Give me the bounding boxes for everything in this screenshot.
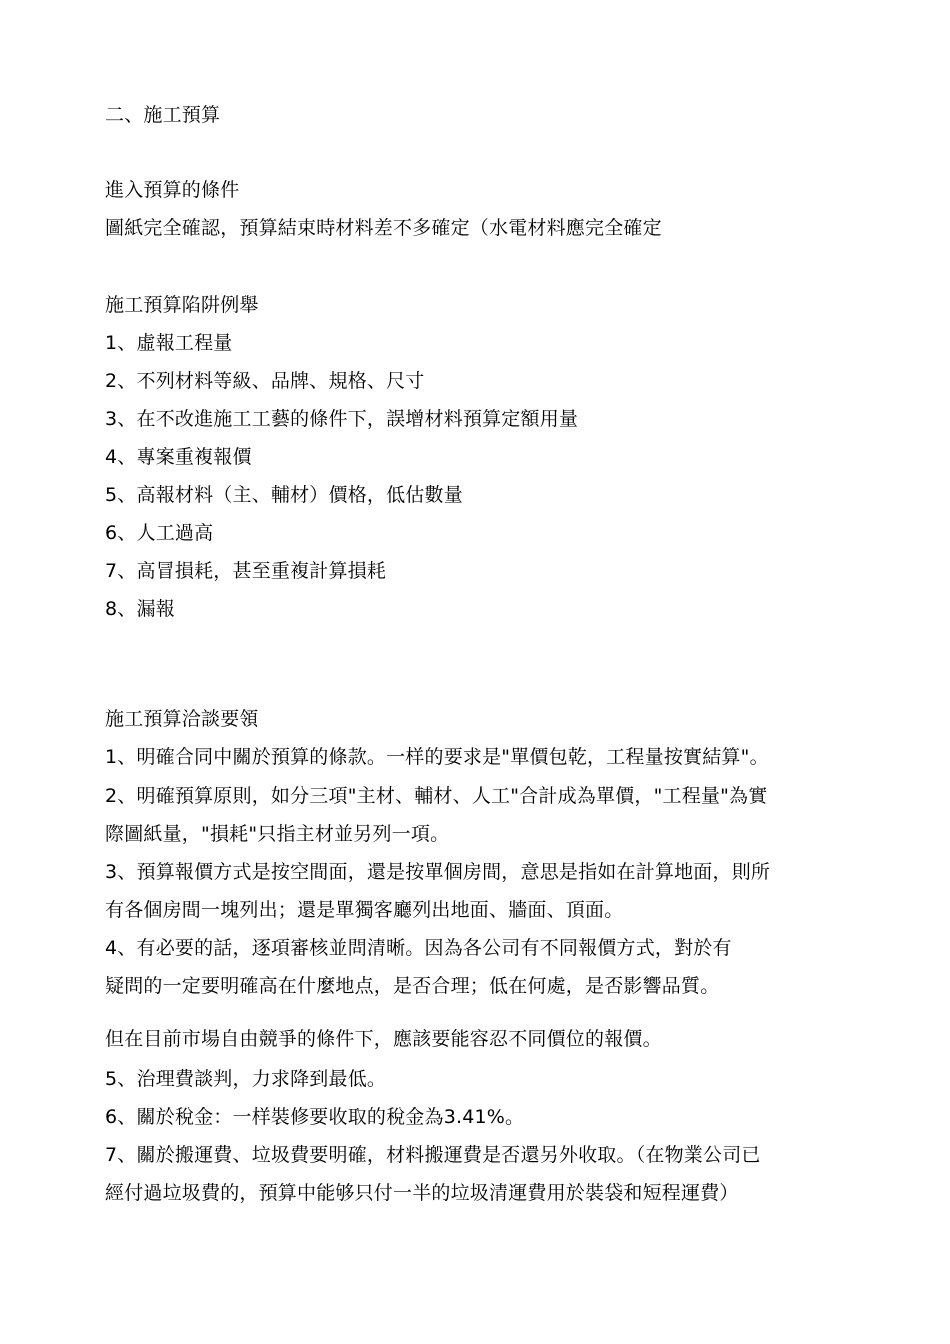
pitfall-item-7: 7、高冒損耗，甚至重複計算損耗 <box>105 560 387 582</box>
pitfall-item-5: 5、高報材料（主、輔材）價格，低估數量 <box>105 484 463 506</box>
negotiation-line-5: 有各個房間一塊列出；還是單獨客廳列出地面、牆面、頂面。 <box>105 899 624 921</box>
negotiation-line-9: 5、治理費談判，力求降到最低。 <box>105 1068 387 1090</box>
negotiation-line-10: 6、關於稅金：一样裝修要收取的稅金為3.41%。 <box>105 1106 525 1128</box>
negotiation-line-6: 4、有必要的話，逐項審核並問清晰。因為各公司有不同報價方式，對於有 <box>105 937 732 959</box>
negotiation-line-1: 1、明確合同中關於預算的條款。一样的要求是"單價包乾，工程量按實結算"。 <box>105 746 769 768</box>
conditions-title: 進入預算的條件 <box>105 179 240 201</box>
pitfall-item-6: 6、人工過高 <box>105 522 214 544</box>
negotiation-line-4: 3、預算報價方式是按空間面，還是按單個房間，意思是指如在計算地面，則所 <box>105 861 771 883</box>
negotiation-line-2: 2、明確預算原則，如分三項"主材、輔材、人工"合計成為單價，"工程量"為實 <box>105 785 768 807</box>
negotiation-line-8: 但在目前市場自由競爭的條件下，應該要能容忍不同價位的報價。 <box>105 1028 662 1050</box>
negotiation-line-3: 際圖紙量，"損耗"只指主材並另列一項。 <box>105 823 450 845</box>
conditions-text: 圖紙完全確認，預算結束時材料差不多確定（水電材料應完全確定 <box>105 217 662 239</box>
negotiation-line-7: 疑問的一定要明確高在什麼地点，是否合理；低在何處，是否影響品質。 <box>105 975 720 997</box>
negotiation-line-12: 經付過垃圾費的，預算中能够只付一半的垃圾清運費用於裝袋和短程運費） <box>105 1182 739 1204</box>
negotiation-title: 施工預算洽談要領 <box>105 708 259 730</box>
pitfall-item-1: 1、虛報工程量 <box>105 332 233 354</box>
negotiation-line-11: 7、關於搬運費、垃圾費要明確，材料搬運費是否還另外收取。（在物業公司已 <box>105 1144 761 1166</box>
pitfall-item-2: 2、不列材料等級、品牌、規格、尺寸 <box>105 370 425 392</box>
pitfall-item-8: 8、漏報 <box>105 598 175 620</box>
section-heading: 二、施工預算 <box>105 104 221 126</box>
pitfall-item-3: 3、在不改進施工工藝的條件下，誤增材料預算定額用量 <box>105 408 579 430</box>
pitfall-item-4: 4、專案重複報價 <box>105 446 252 468</box>
pitfalls-title: 施工預算陷阱例舉 <box>105 294 259 316</box>
